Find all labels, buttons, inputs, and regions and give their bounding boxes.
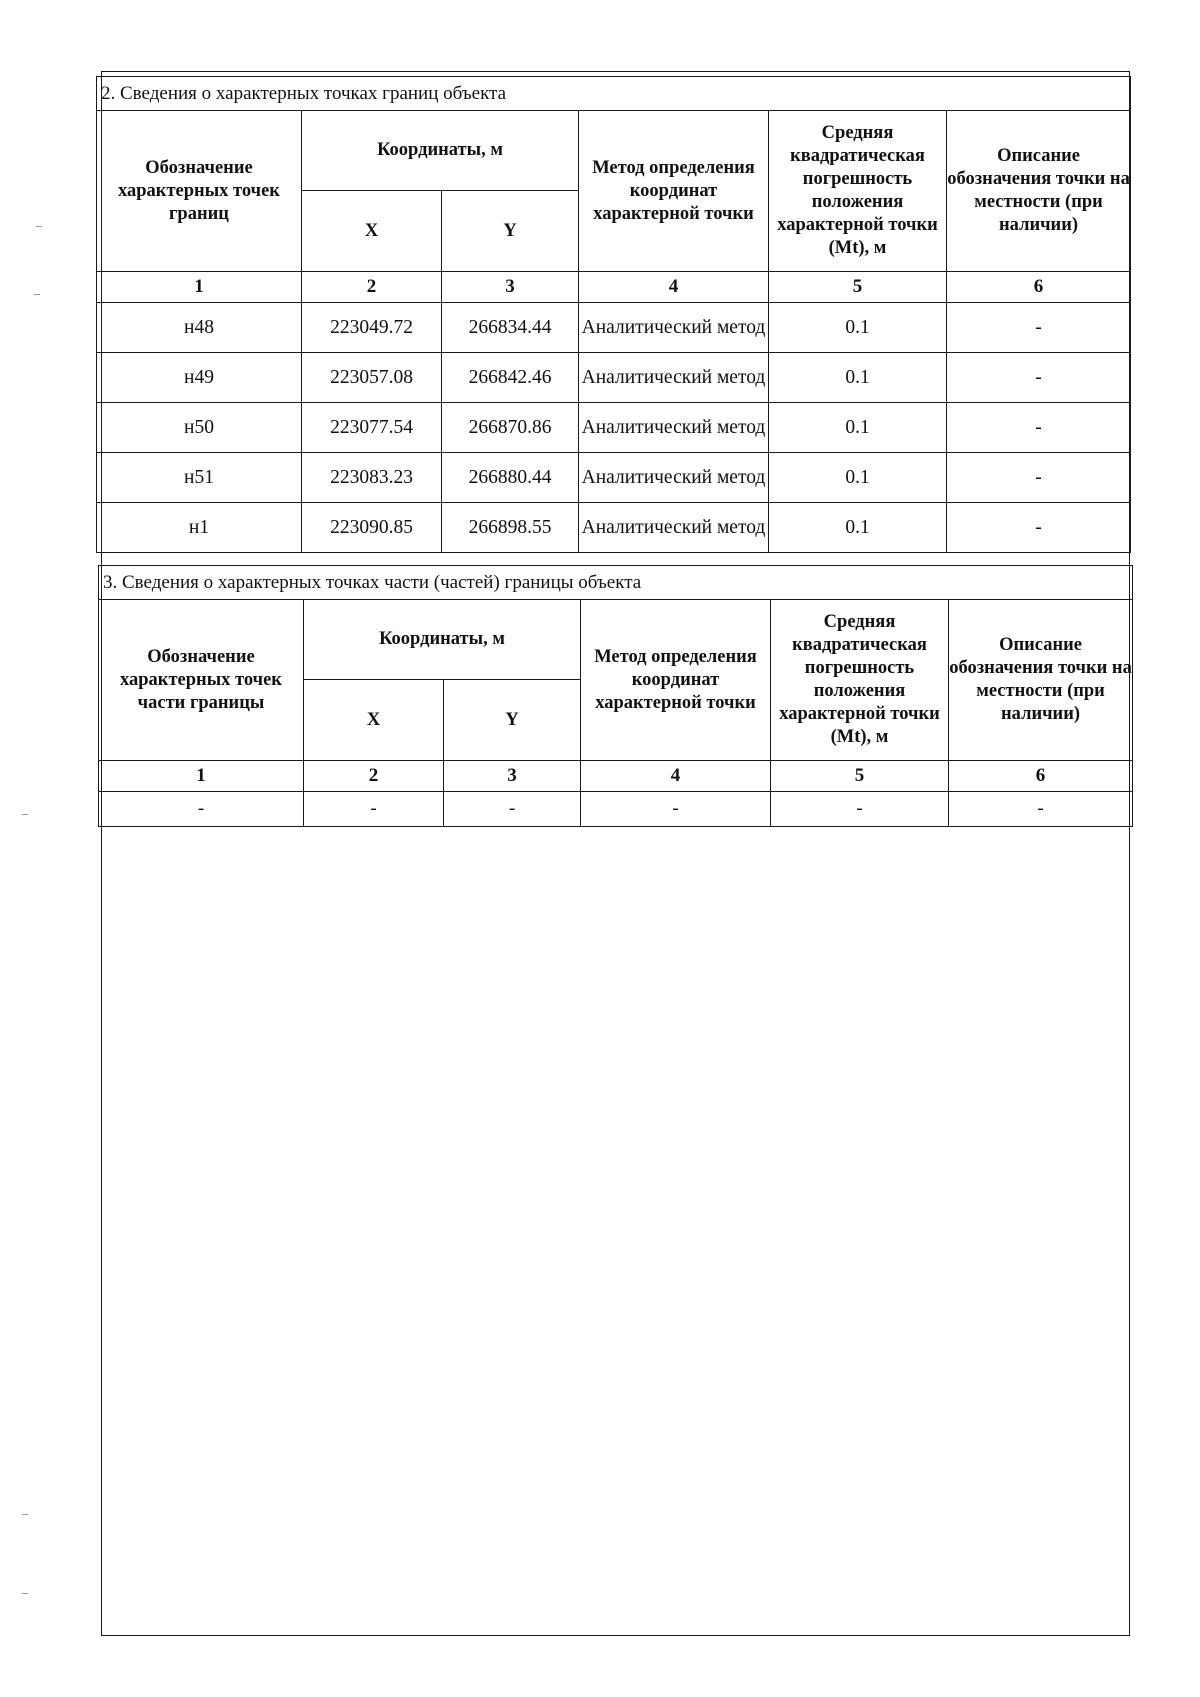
error-mt: -	[771, 792, 949, 827]
coord-x: 223090.85	[302, 503, 442, 553]
description: -	[949, 792, 1133, 827]
column-number-row	[97, 272, 1131, 303]
col-number: 2	[302, 272, 442, 303]
section2-table	[96, 76, 1131, 553]
scan-artifact	[36, 226, 42, 227]
coord-x: 223077.54	[302, 403, 442, 453]
error-mt: 0.1	[769, 503, 947, 553]
col-number: 5	[769, 272, 947, 303]
header-x: X	[302, 191, 442, 272]
header-coordinates: Координаты, м	[302, 111, 579, 191]
point-name: -	[99, 792, 304, 827]
table-row	[99, 792, 1133, 827]
header-designation: Обозначение характерных точек границ	[97, 111, 302, 272]
col-number: 5	[771, 761, 949, 792]
method: Аналитический метод	[579, 403, 769, 453]
coord-x: -	[304, 792, 444, 827]
point-name: н1	[97, 503, 302, 553]
table-row	[97, 403, 1131, 453]
header-coordinates: Координаты, м	[304, 600, 581, 680]
section3-title: 3. Сведения о характерных точках части (частей) границы объекта	[99, 566, 1133, 600]
description: -	[947, 503, 1131, 553]
coord-y: -	[444, 792, 581, 827]
method: Аналитический метод	[579, 503, 769, 553]
description: -	[947, 453, 1131, 503]
method: -	[581, 792, 771, 827]
coord-y: 266898.55	[442, 503, 579, 553]
header-method: Метод определения координат характерной точки	[579, 111, 769, 272]
header-description: Описание обозначения точки на местности (при наличии)	[947, 111, 1131, 272]
description: -	[947, 403, 1131, 453]
header-y: Y	[444, 680, 581, 761]
col-number: 3	[444, 761, 581, 792]
col-number: 4	[581, 761, 771, 792]
method: Аналитический метод	[579, 303, 769, 353]
point-name: н48	[97, 303, 302, 353]
col-number: 3	[442, 272, 579, 303]
section3-table	[98, 565, 1133, 827]
table-row	[97, 303, 1131, 353]
method: Аналитический метод	[579, 353, 769, 403]
col-number: 1	[99, 761, 304, 792]
col-number: 6	[949, 761, 1133, 792]
scan-artifact	[22, 1514, 28, 1515]
table-row	[97, 453, 1131, 503]
error-mt: 0.1	[769, 353, 947, 403]
coord-y: 266842.46	[442, 353, 579, 403]
header-y: Y	[442, 191, 579, 272]
point-name: н49	[97, 353, 302, 403]
header-x: X	[304, 680, 444, 761]
header-method: Метод определения координат характерной точки	[581, 600, 771, 761]
table-row	[97, 503, 1131, 553]
description: -	[947, 303, 1131, 353]
coord-y: 266870.86	[442, 403, 579, 453]
col-number: 1	[97, 272, 302, 303]
coord-x: 223083.23	[302, 453, 442, 503]
header-error: Средняя квадратическая погрешность положения характерной точки (Mt), м	[771, 600, 949, 761]
header-description: Описание обозначения точки на местности (при наличии)	[949, 600, 1133, 761]
col-number: 6	[947, 272, 1131, 303]
description: -	[947, 353, 1131, 403]
error-mt: 0.1	[769, 303, 947, 353]
scan-artifact	[22, 1593, 28, 1594]
error-mt: 0.1	[769, 453, 947, 503]
coord-x: 223049.72	[302, 303, 442, 353]
scan-artifact	[34, 294, 40, 295]
section2-title: 2. Сведения о характерных точках границ объекта	[97, 77, 1131, 111]
method: Аналитический метод	[579, 453, 769, 503]
scan-artifact	[22, 814, 28, 815]
col-number: 4	[579, 272, 769, 303]
error-mt: 0.1	[769, 403, 947, 453]
header-error: Средняя квадратическая погрешность положения характерной точки (Mt), м	[769, 111, 947, 272]
header-designation: Обозначение характерных точек части границы	[99, 600, 304, 761]
col-number: 2	[304, 761, 444, 792]
table-row	[97, 353, 1131, 403]
point-name: н50	[97, 403, 302, 453]
coord-y: 266880.44	[442, 453, 579, 503]
point-name: н51	[97, 453, 302, 503]
column-number-row	[99, 761, 1133, 792]
coord-y: 266834.44	[442, 303, 579, 353]
coord-x: 223057.08	[302, 353, 442, 403]
